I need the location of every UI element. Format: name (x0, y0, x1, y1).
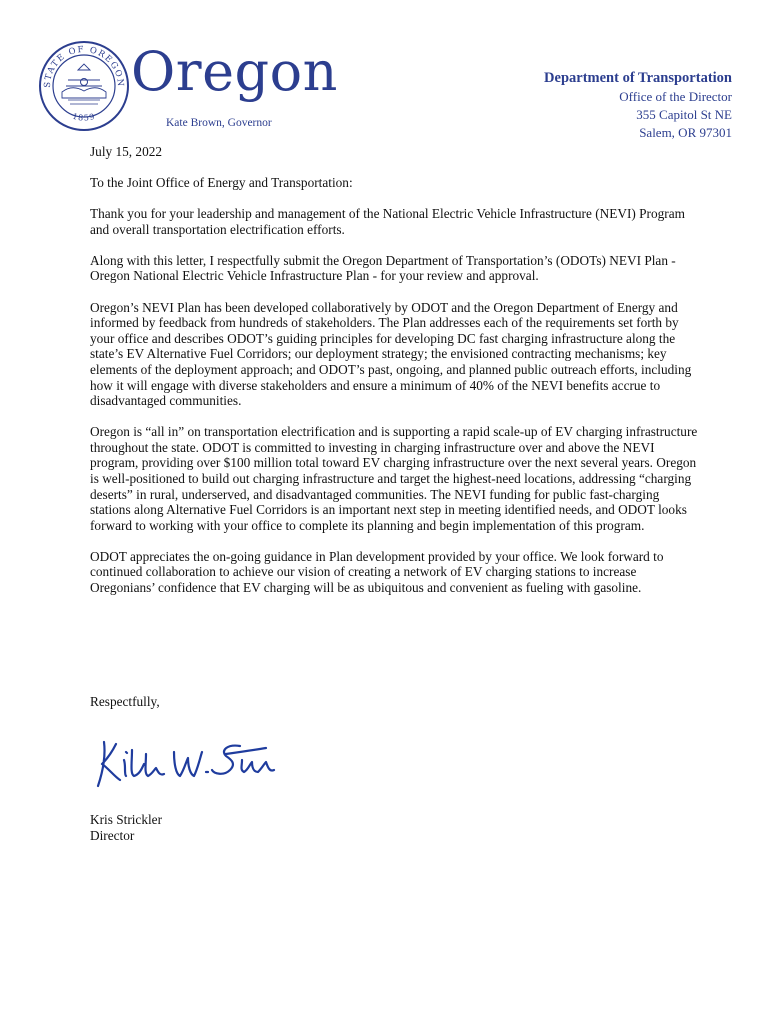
department-name: Department of Transportation (544, 70, 732, 86)
state-wordmark: Oregon (131, 40, 338, 103)
paragraph-1: Thank you for your leadership and management of the National Electric Vehicle Infrastructure (NEVI) Program and overall transportation electrification efforts. (90, 206, 685, 237)
governor-line: Kate Brown, Governor (166, 117, 272, 129)
seal-year: 1859 (71, 111, 97, 123)
signer-title: Director (90, 828, 135, 843)
signer-block (90, 812, 162, 844)
department-address-block (544, 68, 732, 142)
letter-date: July 15, 2022 (90, 144, 163, 159)
closing: Respectfully, (90, 694, 160, 709)
office-name: Office of the Director (619, 89, 732, 104)
paragraph-2: Along with this letter, I respectfully submit the Oregon Department of Transportation’s (ODOTs) NEVI Plan - Oregon National Electric Vehicle Infrastructure Plan - for your review and approval. (90, 252, 676, 284)
paragraph-3: Oregon’s NEVI Plan has been developed collaboratively by ODOT and the Oregon Department of Energy and informed by feedback from hundreds of stakeholders. The Plan addresses each of the requirements set forth by your office and describes ODOT’s guiding principles for developing DC fast charging infrastructure along the state’s EV Alternative Fuel Corridors; our deployment strategy; the envisioned contracting mechanisms; key elements of the deployment approach; and ODOT’s past, ongoing, and planned public outreach efforts, including how it will engage with diverse stakeholders and ensure a minimum of 40% of the NEVI benefits accrue to disadvantaged communities. (90, 299, 692, 409)
signer-name: Kris Strickler (90, 812, 163, 827)
letter-body (90, 144, 700, 611)
paragraph-5: ODOT appreciates the on-going guidance in Plan development provided by your office. We look forward to continued collaboration to achieve our vision of creating a network of EV charging stations to increase Oregonians’ confidence that EV charging will be as ubiquitous and convenient as fueling with gasoline. (90, 548, 664, 596)
paragraph-4: Oregon is “all in” on transportation electrification and is supporting a rapid scale-up of EV charging infrastructure throughout the state. ODOT is committed to investing in charging infrastructure over and above the NEVI program, providing over $100 million total toward EV charging infrastructure over the next several years. Oregon is well-positioned to build out charging infrastructure and target the highest-need locations, addressing “charging deserts” in rural, underserved, and disadvantaged communities. The NEVI funding for public fast-charging stations along Alternative Fuel Corridors is an important next step in meeting identified needs, and ODOT looks forward to working with your office to complete its planning and begin implementation of this program. (90, 424, 698, 533)
svg-text:1859 (71, 112, 96, 123)
svg-text:STATE OF OREGON (43, 45, 125, 88)
city-state-zip: Salem, OR 97301 (639, 125, 732, 140)
street-address: 355 Capitol St NE (636, 107, 732, 122)
salutation: To the Joint Office of Energy and Transportation: (90, 175, 353, 191)
seal-text: STATE OF OREGON (42, 44, 126, 89)
state-seal-icon (38, 40, 130, 132)
signature-image (90, 730, 280, 794)
